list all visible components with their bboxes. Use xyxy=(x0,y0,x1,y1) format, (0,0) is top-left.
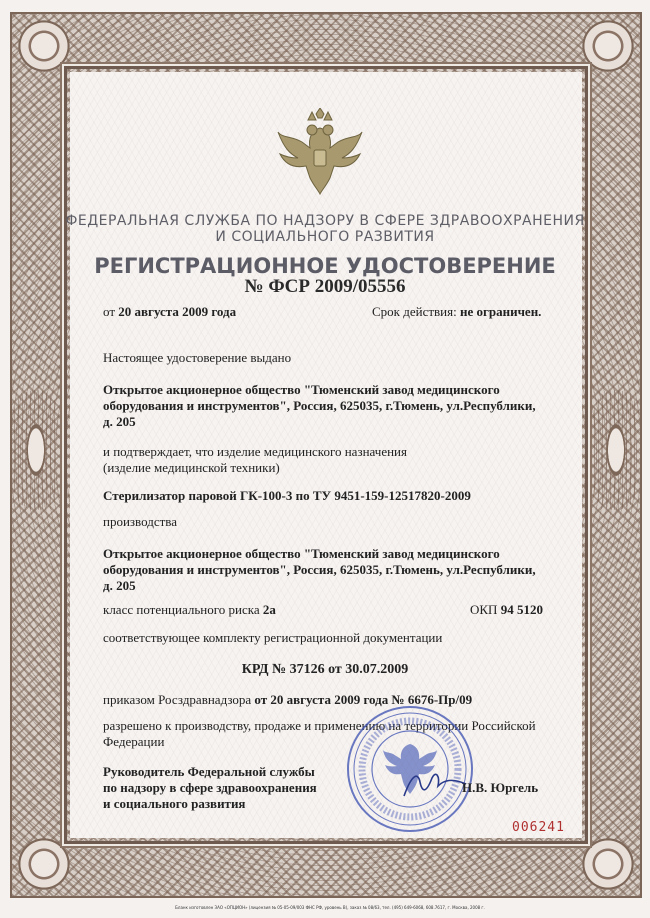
production-label: производства xyxy=(103,514,178,529)
okp-code xyxy=(470,602,543,618)
confirms-line-1: и подтверждает, что изделие медицинского назначения xyxy=(103,444,407,459)
side-ornament-left xyxy=(14,390,58,510)
validity-label: Срок действия: xyxy=(372,304,457,319)
issue-date xyxy=(103,304,236,320)
permission-line-1: разрешено к производству, продаже и применению на территории Российской xyxy=(103,718,536,733)
issue-date-prefix: от xyxy=(103,304,116,319)
okp-value: 94 5120 xyxy=(500,602,543,617)
permission-line-2: Федерации xyxy=(103,734,165,749)
signatory-line-2: по надзору в сфере здравоохранения xyxy=(103,780,317,795)
order-value: от 20 августа 2009 года № 6676-Пр/09 xyxy=(254,692,473,707)
confirms-line-2: (изделие медицинской техники) xyxy=(103,460,280,475)
validity xyxy=(372,304,541,320)
issue-date-value: 20 августа 2009 года xyxy=(118,304,237,319)
manufacturer-line-3: д. 205 xyxy=(103,578,136,593)
holder-line-2: оборудования и инструментов", Россия, 625035, г.Тюмень, ул.Республики, xyxy=(103,398,536,413)
risk-class-value: 2а xyxy=(262,602,276,617)
agency-name-line-2: И СОЦИАЛЬНОГО РАЗВИТИЯ xyxy=(215,229,435,245)
okp-label: ОКП xyxy=(470,602,498,617)
signature-icon xyxy=(400,768,470,802)
risk-class-label: класс потенциального риска xyxy=(103,602,260,617)
document-title: РЕГИСТРАЦИОННОЕ УДОСТОВЕРЕНИЕ xyxy=(94,254,556,278)
krd-reference: КРД № 37126 от 30.07.2009 xyxy=(241,662,409,677)
state-emblem-icon xyxy=(272,108,368,198)
serial-number: 006241 xyxy=(512,820,565,835)
manufacturer-line-2: оборудования и инструментов", Россия, 625035, г.Тюмень, ул.Республики, xyxy=(103,562,536,577)
risk-class xyxy=(103,602,276,618)
conforms-label: соответствующее комплекту регистрационной документации xyxy=(103,630,443,645)
holder-line-3: д. 205 xyxy=(103,414,136,429)
issued-label: Настоящее удостоверение выдано xyxy=(103,350,292,365)
signatory-line-1: Руководитель Федеральной службы xyxy=(103,764,315,779)
signatory-name: Н.В. Юргель xyxy=(462,780,539,795)
manufacturer-line-1: Открытое акционерное общество "Тюменский завод медицинского xyxy=(103,546,500,561)
holder-line-1: Открытое акционерное общество "Тюменский завод медицинского xyxy=(103,382,500,397)
certificate-number: № ФСР 2009/05556 xyxy=(244,276,406,297)
side-ornament-right xyxy=(594,390,638,510)
agency-name-line-1: ФЕДЕРАЛЬНАЯ СЛУЖБА ПО НАДЗОРУ В СФЕРЕ ЗДРАВООХРАНЕНИЯ xyxy=(65,213,585,229)
signatory-line-3: и социального развития xyxy=(103,796,246,811)
order-prefix: приказом Росздравнадзора xyxy=(103,692,252,707)
printer-footer: Бланк изготовлен ЗАО «ОПЦИОН» (лицензия № 05-05-09/003 ФНС РФ, уровень В), заказ № 08/63, тел. (495) 649-6068, 608.7617, г. Москва, 2008 г. xyxy=(175,905,485,910)
product-name: Стерилизатор паровой ГК-100-3 по ТУ 9451-159-12517820-2009 xyxy=(103,488,471,503)
validity-value: не ограничен. xyxy=(459,304,542,319)
